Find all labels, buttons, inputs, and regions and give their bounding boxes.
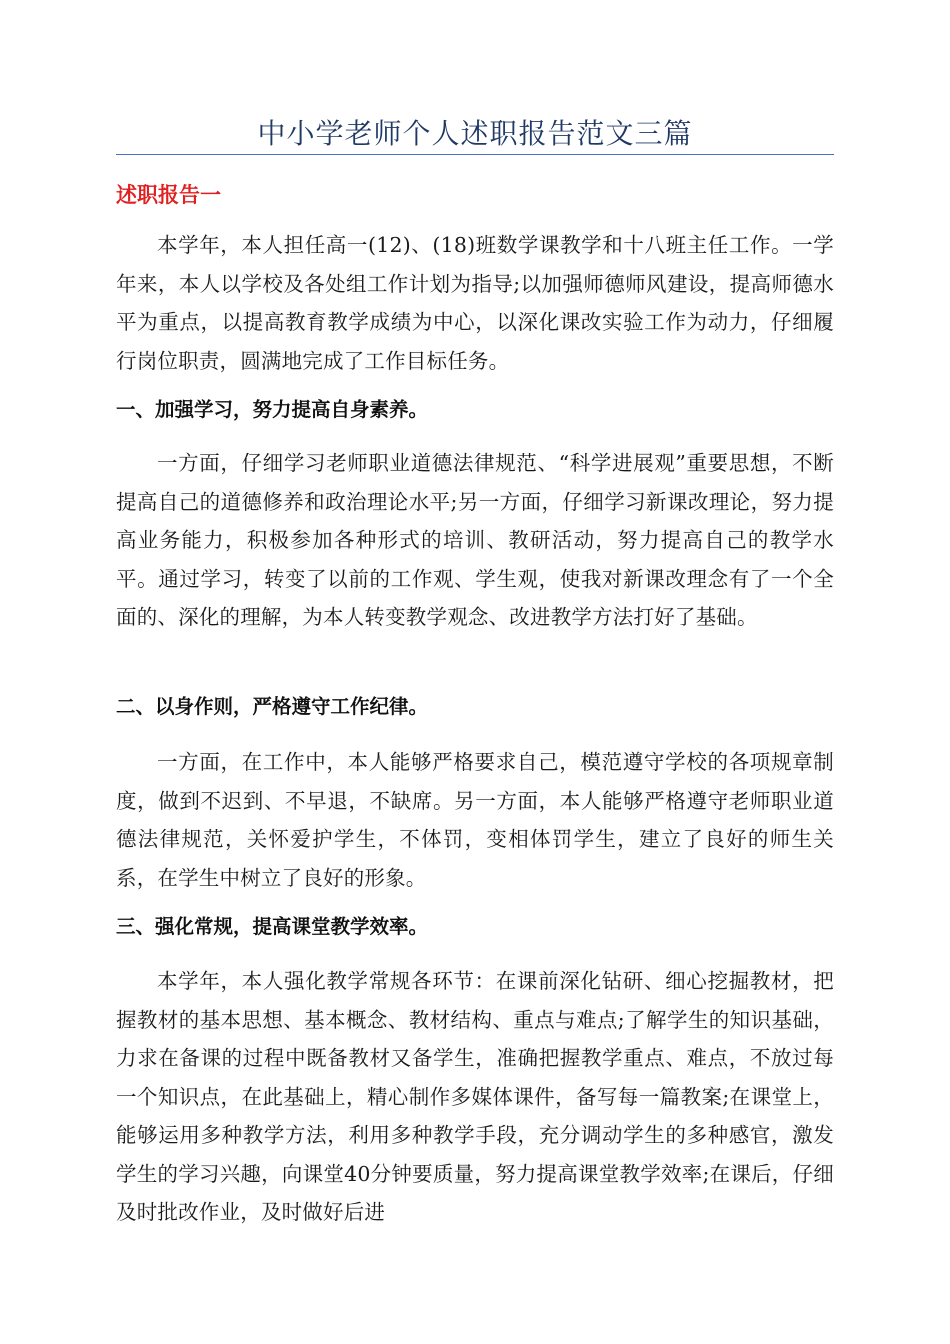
section-heading-1: 一、加强学习，努力提高自身素养。 (116, 398, 429, 421)
document-title: 中小学老师个人述职报告范文三篇 (257, 117, 693, 150)
section-heading-3: 三、强化常规，提高课堂教学效率。 (116, 915, 429, 938)
section-body-1: 一方面，仔细学习老师职业道德法律规范、“科学进展观”重要思想，不断提高自己的道德修养和政治理论水平;另一方面，仔细学习新课改理论，努力提高业务能力，积极参加各种形式的培训、教研活动，努力提高自己的教学水平。通过学习，转变了以前的工作观、学生观，使我对新课改理念有了一个全面的、深化的理解，为本人转变教学观念、改进教学方法打好了基础。 (116, 451, 834, 629)
section-body-3: 本学年，本人强化教学常规各环节：在课前深化钻研、细心挖掘教材，把握教材的基本思想、基本概念、教材结构、重点与难点;了解学生的知识基础，力求在备课的过程中既备教材又备学生，准确把握教学重点、难点，不放过每一个知识点，在此基础上，精心制作多媒体课件，备写每一篇教案;在课堂上，能够运用多种教学方法，利用多种教学手段，充分调动学生的多种感官，激发学生的学习兴趣，向课堂40分钟要质量，努力提高课堂教学效率;在课后，仔细及时批改作业，及时做好后进 (116, 969, 834, 1224)
intro-paragraph: 本学年，本人担任高一(12)、(18)班数学课教学和十八班主任工作。一学年来，本人以学校及各处组工作计划为指导;以加强师德师风建设，提高师德水平为重点，以提高教育教学成绩为中心，以深化课改实验工作为动力，仔细履行岗位职责，圆满地完成了工作目标任务。 (116, 233, 834, 373)
section-body-2: 一方面，在工作中，本人能够严格要求自己，模范遵守学校的各项规章制度，做到不迟到、不早退，不缺席。另一方面，本人能够严格遵守老师职业道德法律规范，关怀爱护学生，不体罚，变相体罚学生，建立了良好的师生关系，在学生中树立了良好的形象。 (116, 750, 834, 890)
section-heading-2: 二、以身作则，严格遵守工作纪律。 (116, 695, 429, 718)
title-underline (116, 154, 834, 155)
report-heading: 述职报告一 (116, 183, 221, 207)
